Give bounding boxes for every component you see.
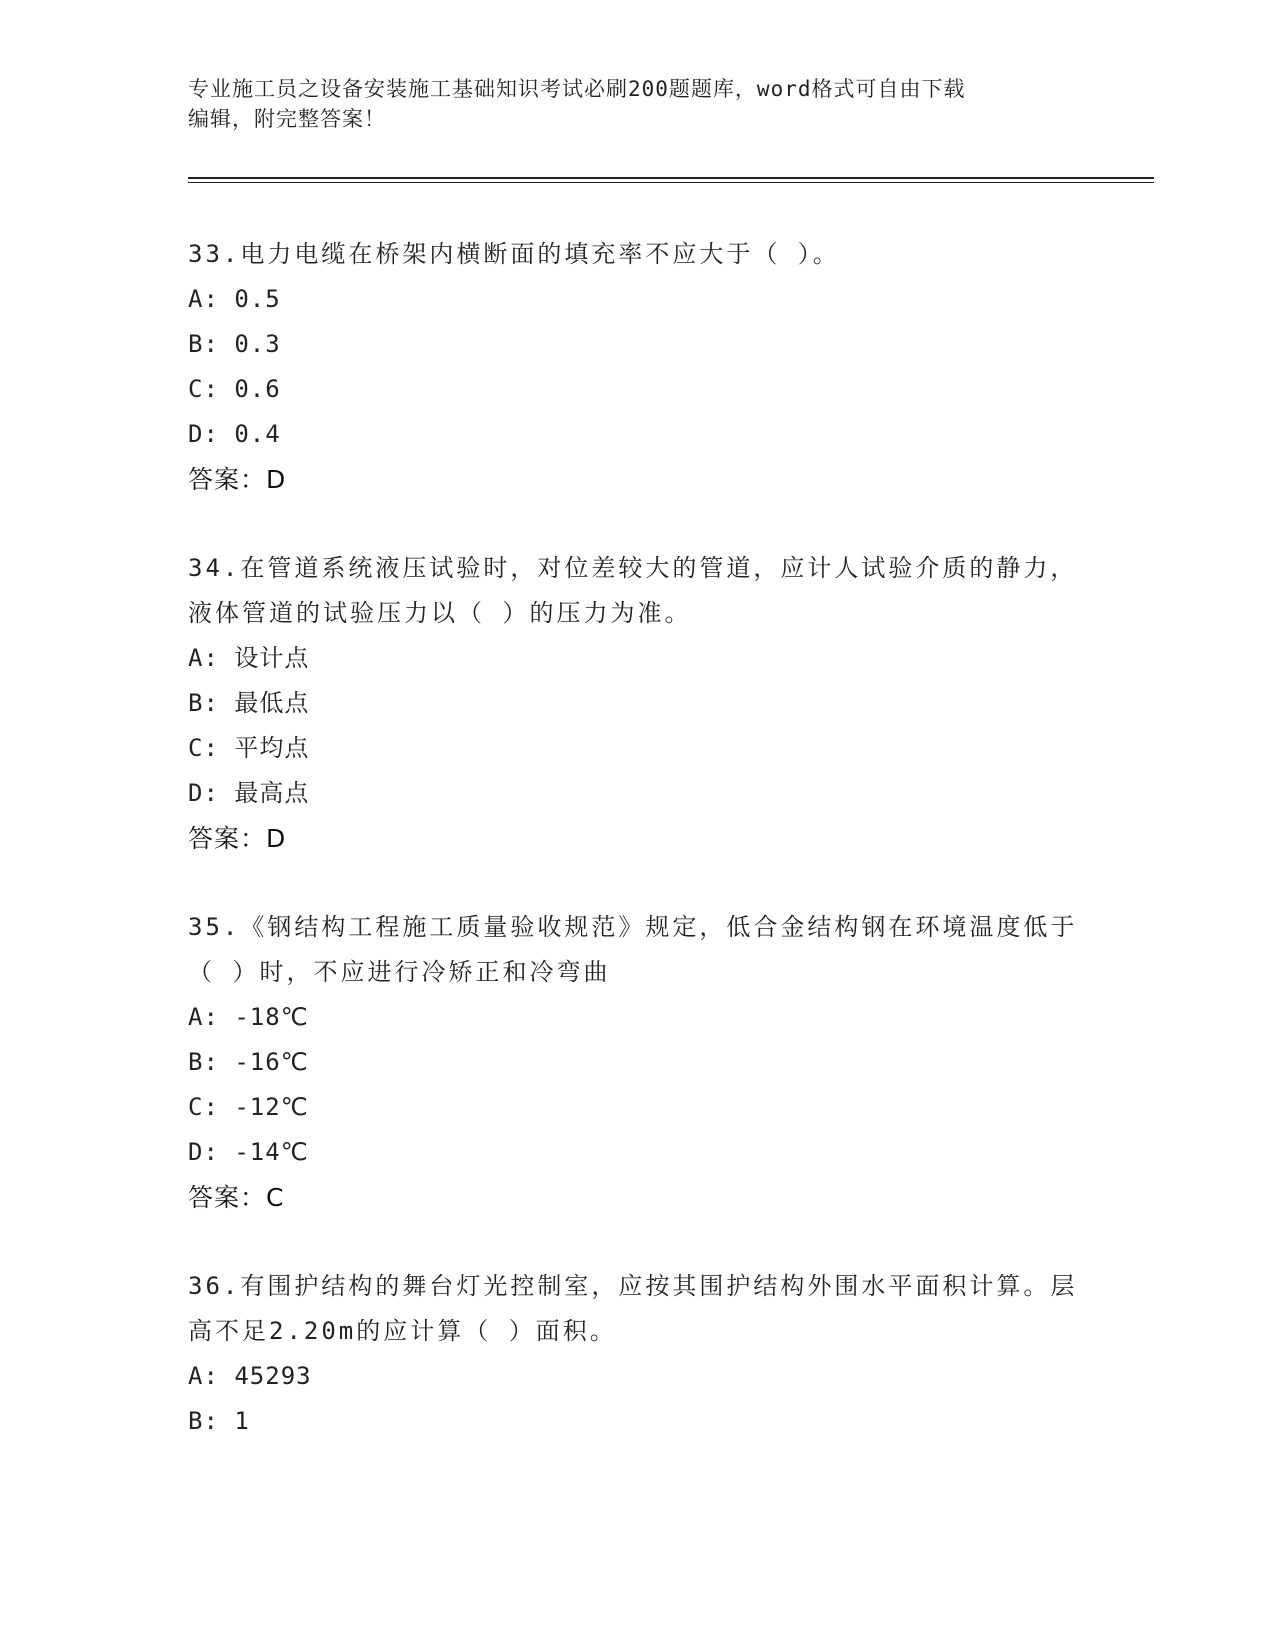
option-d: D: 最高点 <box>188 779 310 807</box>
question-34 <box>188 546 1078 861</box>
question-36 <box>188 1264 1078 1444</box>
option-b: B: -16℃ <box>188 1048 309 1076</box>
option-b: B: 0.3 <box>188 330 281 358</box>
option-c: C: -12℃ <box>188 1093 309 1121</box>
option-d: D: -14℃ <box>188 1138 309 1166</box>
option-a: A: 45293 <box>188 1362 312 1390</box>
answer-label: 答案：D <box>188 465 287 494</box>
header-divider-thick <box>188 177 1154 179</box>
option-c: C: 平均点 <box>188 734 310 762</box>
answer-label: 答案：C <box>188 1183 285 1212</box>
option-b: B: 1 <box>188 1407 250 1435</box>
document-header <box>188 74 1068 134</box>
option-a: A: 设计点 <box>188 644 310 672</box>
answer-label: 答案：D <box>188 824 287 853</box>
header-divider-thin <box>188 182 1154 183</box>
question-stem: 35.《钢结构工程施工质量验收规范》规定，低合金结构钢在环境温度低于（ ）时，不应进行冷矫正和冷弯曲 <box>188 913 1078 986</box>
question-33 <box>188 232 1078 502</box>
question-35 <box>188 905 1078 1220</box>
question-stem: 36.有围护结构的舞台灯光控制室，应按其围护结构外围水平面积计算。层高不足2.20m的应计算（ ）面积。 <box>188 1272 1078 1345</box>
header-title-line-1: 专业施工员之设备安装施工基础知识考试必刷200题题库，word格式可自由下载 <box>188 77 966 101</box>
option-a: A: 0.5 <box>188 285 281 313</box>
option-a: A: -18℃ <box>188 1003 309 1031</box>
option-b: B: 最低点 <box>188 689 310 717</box>
question-stem: 33.电力电缆在桥架内横断面的填充率不应大于（ ）。 <box>188 240 840 268</box>
question-list <box>188 232 1078 1488</box>
question-stem: 34.在管道系统液压试验时，对位差较大的管道，应计人试验介质的静力，液体管道的试验压力以（ ）的压力为准。 <box>188 554 1078 627</box>
option-c: C: 0.6 <box>188 375 281 403</box>
option-d: D: 0.4 <box>188 420 281 448</box>
header-title-line-2: 编辑，附完整答案！ <box>188 107 386 131</box>
